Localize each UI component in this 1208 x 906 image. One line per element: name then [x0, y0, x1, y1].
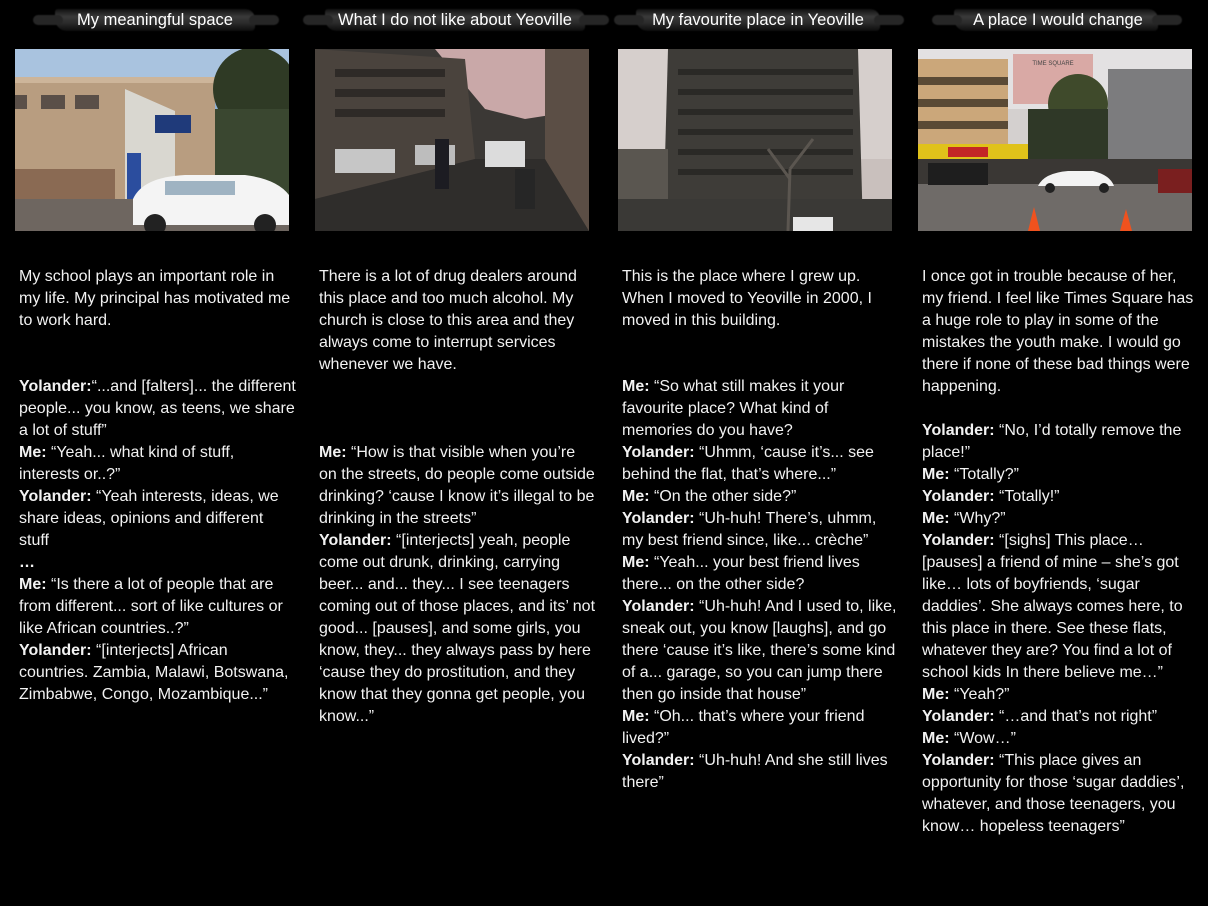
dialogue-line	[622, 706, 900, 750]
dialogue-text: “Wow…”	[949, 730, 1016, 747]
dialogue-text: “Is there a lot of people that are from different... sort of like cultures or like African countries..?”	[19, 576, 283, 637]
photo-caption: I once got in trouble because of her, my friend. I feel like Times Square has a huge role to play in some of the mistakes the youth make. I would go there if none of these bad things were happening.	[922, 268, 1194, 395]
speaker-label: Yolander:	[622, 444, 695, 461]
speaker-label: Yolander:	[922, 708, 995, 725]
speaker-label: Yolander:	[922, 488, 995, 505]
interview-dialogue	[922, 420, 1200, 838]
dialogue-text: “How is that visible when you’re on the streets, do people come outside drinking? ‘cause I know it’s illegal to be drinking in the streets”	[319, 444, 595, 527]
column-title: What I do not like about Yeoville	[338, 11, 572, 29]
interview-dialogue	[622, 376, 900, 794]
dialogue-line	[622, 596, 900, 706]
dialogue-line	[922, 750, 1200, 838]
photo-building	[618, 49, 892, 231]
dialogue-line	[922, 706, 1200, 728]
dialogue-text: “Yeah... your best friend lives there... on the other side?	[622, 554, 860, 593]
speaker-label: Yolander:	[19, 642, 92, 659]
speaker-label: Yolander:	[922, 422, 995, 439]
dialogue-text: “...and [falters]... the different people... you know, as teens, we share a lot of stuff”	[19, 378, 296, 439]
dialogue-ellipsis	[19, 552, 297, 574]
dialogue-line	[922, 530, 1200, 684]
speaker-label: Me:	[922, 686, 950, 703]
dialogue-text: “On the other side?”	[649, 488, 797, 505]
photo-street	[315, 49, 589, 231]
speaker-label: Yolander:	[922, 532, 995, 549]
interview-dialogue	[19, 376, 297, 706]
dialogue-text: “[interjects] yeah, people come out drunk, drinking, carrying beer... and... they... I see teenagers coming out of those places, and its’ not good... [pauses], and some girls, you know, they... they always pass by here ‘cause they do prostitution, and they know that they gonna get people, you know...”	[319, 532, 596, 725]
dialogue-text: “Totally!”	[994, 488, 1060, 505]
column-place-to-change	[918, 0, 1198, 835]
photo-times-square	[918, 49, 1192, 231]
speaker-label: Me:	[922, 466, 950, 483]
speaker-label: Yolander:	[622, 752, 695, 769]
dialogue-text: “Why?”	[949, 510, 1006, 527]
speaker-label: Yolander:	[19, 378, 92, 395]
speaker-label: Me:	[622, 488, 650, 505]
dialogue-line	[922, 728, 1200, 750]
speaker-label: Me:	[622, 554, 650, 571]
dialogue-line	[922, 486, 1200, 508]
photo-caption: My school plays an important role in my life. My principal has motivated me to work hard.	[19, 268, 291, 329]
dialogue-text: “Oh... that’s where your friend lived?”	[622, 708, 865, 747]
speaker-label: Yolander:	[319, 532, 392, 549]
column-dislike-yeoville	[315, 0, 596, 725]
dialogue-text: “Totally?”	[949, 466, 1019, 483]
speaker-label: Me:	[622, 708, 650, 725]
dialogue-text: “[interjects] African countries. Zambia, Malawi, Botswana, Zimbabwe, Congo, Mozambique...”	[19, 642, 289, 703]
speaker-label: Me:	[922, 730, 950, 747]
dialogue-line	[922, 508, 1200, 530]
speaker-label: Yolander:	[19, 488, 92, 505]
dialogue-line	[622, 750, 900, 794]
sign-text: TIME SQUARE	[1032, 61, 1074, 67]
column-title-box	[315, 0, 595, 42]
dialogue-line	[622, 508, 900, 552]
dialogue-line	[19, 640, 297, 706]
column-title-box	[618, 0, 898, 42]
speaker-label: Me:	[19, 576, 47, 593]
dialogue-line	[922, 684, 1200, 706]
dialogue-text: “Uh-huh! And I used to, like, sneak out, you know [laughs], and go there ‘cause it’s like, there’s some kind of a... garage, so you can jump there then go inside that house”	[622, 598, 897, 703]
photo-caption: There is a lot of drug dealers around this place and too much alcohol. My church is close to this area and they always come to interrupt services whenever we have.	[319, 268, 577, 373]
column-favourite-place	[618, 0, 898, 791]
column-title-box	[15, 0, 295, 42]
dialogue-text: “So what still makes it your favourite place? What kind of memories do you have?	[622, 378, 845, 439]
dialogue-text: “…and that’s not right”	[994, 708, 1158, 725]
photo-school	[15, 49, 289, 231]
interview-dialogue	[319, 442, 597, 728]
dialogue-line	[622, 376, 900, 442]
dialogue-text: “Uh-huh! There’s, uhmm, my best friend since, like... crèche”	[622, 510, 877, 549]
speaker-label: Yolander:	[622, 510, 695, 527]
dialogue-line	[319, 530, 597, 728]
speaker-label: Yolander:	[922, 752, 995, 769]
ellipsis-mark: …	[19, 554, 35, 571]
speaker-label: Me:	[319, 444, 347, 461]
dialogue-line	[19, 486, 297, 552]
column-title: My favourite place in Yeoville	[652, 11, 864, 29]
dialogue-text: “Uh-huh! And she still lives there”	[622, 752, 888, 791]
column-title: A place I would change	[973, 11, 1143, 29]
dialogue-line	[922, 464, 1200, 486]
dialogue-text: “Yeah... what kind of stuff, interests or..?”	[19, 444, 235, 483]
dialogue-line	[19, 442, 297, 486]
dialogue-text: “Yeah?”	[949, 686, 1010, 703]
speaker-label: Me:	[19, 444, 47, 461]
photo-caption: This is the place where I grew up. When I moved to Yeoville in 2000, I moved in this building.	[622, 268, 872, 329]
speaker-label: Me:	[622, 378, 650, 395]
dialogue-text: “Uhmm, ‘cause it’s... see behind the flat, that’s where...”	[622, 444, 874, 483]
dialogue-text: “No, I’d totally remove the place!”	[922, 422, 1182, 461]
dialogue-line	[622, 552, 900, 596]
dialogue-line	[622, 442, 900, 486]
column-title: My meaningful space	[77, 11, 233, 29]
dialogue-text: “This place gives an opportunity for those ‘sugar daddies’, whatever, and those teenagers, you know… hopeless teenagers”	[922, 752, 1185, 835]
dialogue-line	[19, 376, 297, 442]
column-title-box	[918, 0, 1198, 42]
speaker-label: Me:	[922, 510, 950, 527]
dialogue-line	[922, 420, 1200, 464]
dialogue-line	[319, 442, 597, 530]
dialogue-text: “Yeah interests, ideas, we share ideas, opinions and different stuff	[19, 488, 279, 549]
dialogue-text: “[sighs] This place… [pauses] a friend of mine – she’s got like… lots of boyfriends, ‘sugar daddies’. She always comes here, to this place in there. See these flats, whatever they are? You find a lot of school kids In there believe me…”	[922, 532, 1183, 681]
dialogue-line	[19, 574, 297, 640]
speaker-label: Yolander:	[622, 598, 695, 615]
column-meaningful-space	[15, 0, 296, 703]
dialogue-line	[622, 486, 900, 508]
